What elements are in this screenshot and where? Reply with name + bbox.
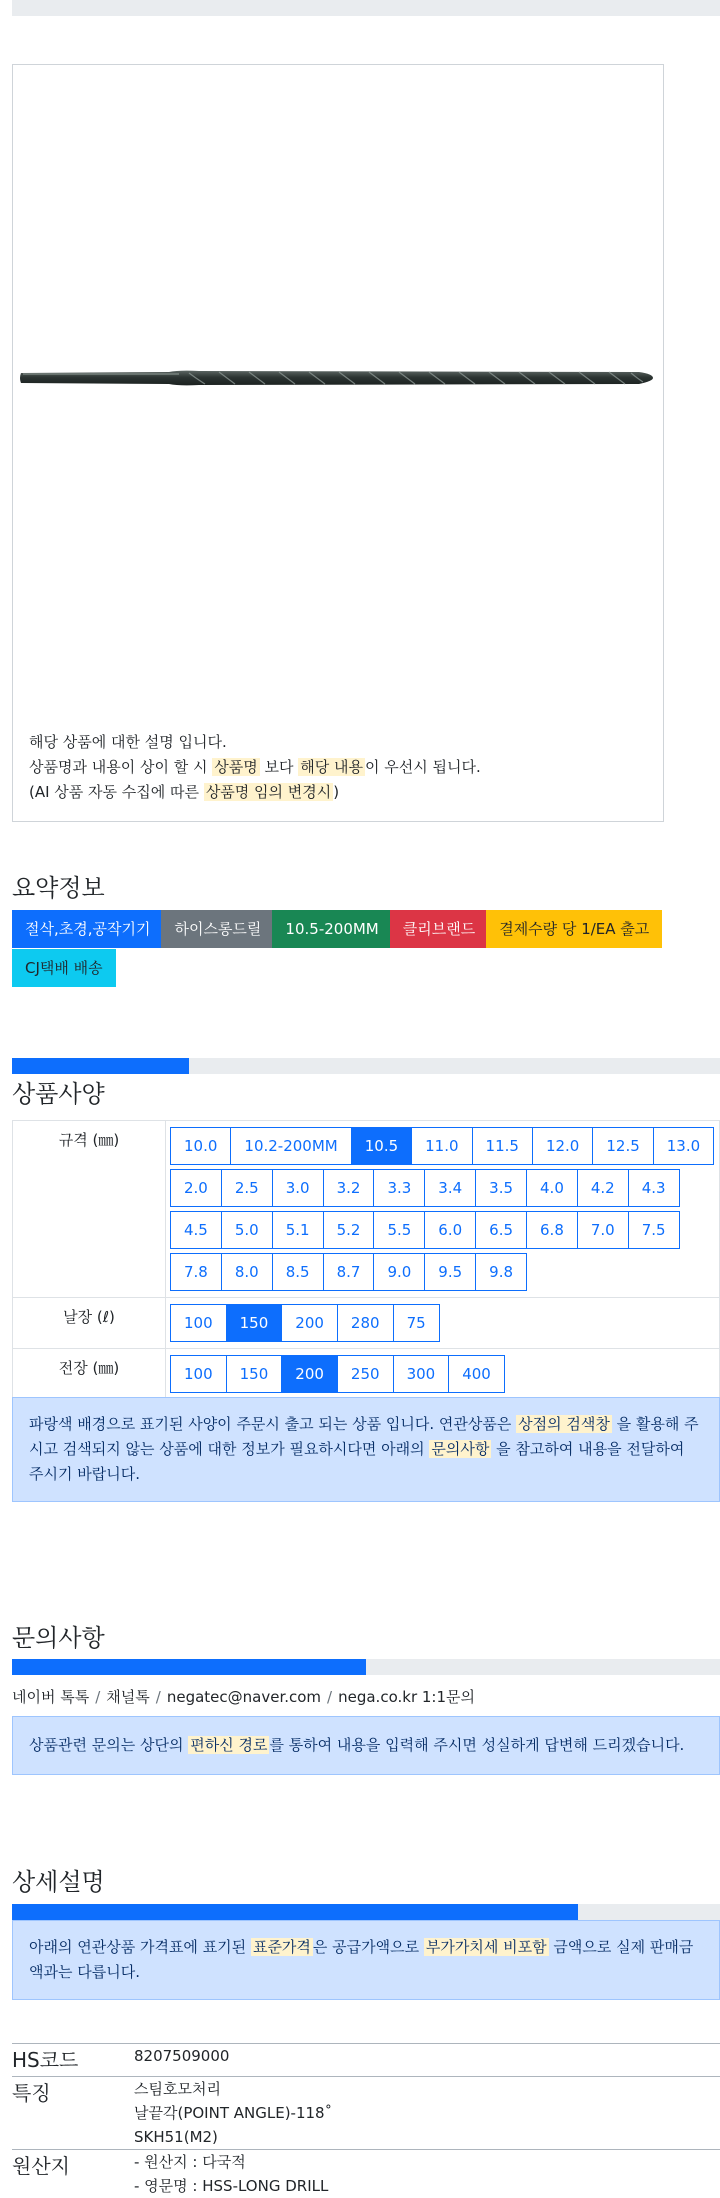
- badge-shipping: CJ택배 배송: [12, 949, 116, 987]
- top-progress-bar: [12, 0, 720, 16]
- spec-option[interactable]: 4.2: [577, 1169, 629, 1207]
- spec-option[interactable]: 150: [226, 1355, 283, 1393]
- spec-option[interactable]: 2.5: [221, 1169, 273, 1207]
- detail-notice: 아래의 연관상품 가격표에 표기된 표준가격 은 공급가액으로 부가가치세 비포함 금액으로 실제 판매금액과는 다릅니다.: [12, 1920, 720, 2000]
- divider: [12, 2076, 720, 2077]
- spec-option[interactable]: 5.5: [373, 1211, 425, 1249]
- detail-progress: [12, 1904, 720, 1920]
- spec-option[interactable]: 12.5: [592, 1127, 653, 1165]
- origin-item: - 원산지 : 다국적: [134, 2153, 246, 2171]
- contact-channel-talk[interactable]: 채널톡: [106, 1688, 150, 1706]
- spec-option[interactable]: 10.5: [351, 1127, 412, 1165]
- spec-option[interactable]: 250: [337, 1355, 394, 1393]
- spec-row-total-length: [13, 1349, 720, 1400]
- size-options: [166, 1121, 720, 1298]
- hs-code-label: HS코드: [12, 2048, 79, 2072]
- inquiry-title: 문의사항: [12, 1624, 105, 1652]
- origin-label: 원산지: [12, 2154, 70, 2178]
- divider: [12, 2149, 720, 2150]
- spec-option[interactable]: 100: [170, 1304, 227, 1342]
- spec-option[interactable]: 5.2: [323, 1211, 375, 1249]
- spec-progress-fill: [12, 1058, 189, 1074]
- spec-option[interactable]: 4.5: [170, 1211, 222, 1249]
- origin-values: [134, 2150, 328, 2198]
- highlight-name-change: 상품명 임의 변경시: [205, 783, 332, 801]
- spec-label-flute-length: 날장 (ℓ): [13, 1298, 166, 1349]
- highlight-search-box: 상점의 검색창: [518, 1415, 610, 1433]
- badge-size: 10.5-200MM: [272, 910, 391, 948]
- spec-option[interactable]: 9.5: [424, 1253, 476, 1291]
- spec-option[interactable]: 100: [170, 1355, 227, 1393]
- badge-category: 절삭,초경,공작기기: [12, 910, 163, 948]
- spec-option[interactable]: 9.0: [373, 1253, 425, 1291]
- spec-option[interactable]: 4.3: [628, 1169, 680, 1207]
- flute-length-options: [166, 1298, 720, 1349]
- feature-item: 날끝각(POINT ANGLE)-118˚: [134, 2104, 333, 2122]
- spec-option[interactable]: 7.8: [170, 1253, 222, 1291]
- badge-brand: 클리브랜드: [390, 910, 488, 948]
- contact-one-on-one[interactable]: nega.co.kr 1:1문의: [338, 1688, 475, 1706]
- spec-table: [12, 1120, 720, 1400]
- spec-notice: 파랑색 배경으로 표기된 사양이 주문시 출고 되는 상품 입니다. 연관상품은 상점의 검색창 을 활용해 주시고 검색되지 않는 상품에 대한 정보가 필요하시다면 아래의 문의사항 을 참고하여 내용을 전달하여 주시기 바랍니다.: [12, 1397, 720, 1502]
- highlight-product-name: 상품명: [214, 758, 258, 776]
- note-line-3: (AI 상품 자동 수집에 따른 상품명 임의 변경시 ): [29, 783, 340, 801]
- spec-label-size: 규격 (㎜): [13, 1121, 166, 1298]
- spec-option[interactable]: 3.5: [475, 1169, 527, 1207]
- spec-option[interactable]: 400: [448, 1355, 505, 1393]
- inquiry-progress: [12, 1659, 720, 1675]
- badge-type: 하이스롱드릴: [161, 910, 274, 948]
- spec-option[interactable]: 3.0: [272, 1169, 324, 1207]
- spec-option[interactable]: 11.0: [411, 1127, 472, 1165]
- spec-option[interactable]: 3.3: [373, 1169, 425, 1207]
- feature-label: 특징: [12, 2081, 51, 2105]
- spec-option[interactable]: 3.2: [323, 1169, 375, 1207]
- note-line-1: 해당 상품에 대한 설명 입니다.: [29, 733, 227, 751]
- spec-label-total-length: 전장 (㎜): [13, 1349, 166, 1400]
- highlight-content: 해당 내용: [300, 758, 364, 776]
- spec-option[interactable]: 7.0: [577, 1211, 629, 1249]
- spec-option[interactable]: 6.0: [424, 1211, 476, 1249]
- product-image-card: [12, 64, 664, 822]
- spec-option[interactable]: 3.4: [424, 1169, 476, 1207]
- spec-progress: [12, 1058, 720, 1074]
- spec-option[interactable]: 8.7: [323, 1253, 375, 1291]
- inquiry-notice: 상품관련 문의는 상단의 편하신 경로 를 통하여 내용을 입력해 주시면 성실하게 답변해 드리겠습니다.: [12, 1716, 720, 1775]
- spec-option[interactable]: 5.1: [272, 1211, 324, 1249]
- spec-option[interactable]: 8.5: [272, 1253, 324, 1291]
- spec-row-flute-length: [13, 1298, 720, 1349]
- badge-quantity: 결제수량 당 1/EA 출고: [486, 910, 662, 948]
- detail-title: 상세설명: [12, 1868, 105, 1896]
- feature-values: [134, 2077, 332, 2149]
- spec-option[interactable]: 200: [281, 1304, 338, 1342]
- spec-option[interactable]: 10.0: [170, 1127, 231, 1165]
- spec-option[interactable]: 7.5: [628, 1211, 680, 1249]
- feature-item: 스팀호모처리: [134, 2080, 221, 2098]
- note-line-2: 상품명과 내용이 상이 할 시 상품명 보다 해당 내용 이 우선시 됩니다.: [29, 758, 481, 776]
- detail-progress-fill: [12, 1904, 578, 1920]
- summary-badges: [12, 910, 712, 988]
- spec-option[interactable]: 6.8: [526, 1211, 578, 1249]
- spec-option[interactable]: 150: [226, 1304, 283, 1342]
- spec-option[interactable]: 11.5: [472, 1127, 533, 1165]
- contact-breadcrumb: 네이버 톡톡 / 채널톡 / negatec@naver.com / nega.co.kr 1:1문의: [12, 1688, 475, 1706]
- spec-option[interactable]: 4.0: [526, 1169, 578, 1207]
- highlight-preferred-route: 편하신 경로: [190, 1736, 268, 1754]
- spec-option[interactable]: 75: [393, 1304, 440, 1342]
- spec-option[interactable]: 300: [393, 1355, 450, 1393]
- spec-option[interactable]: 10.2-200MM: [230, 1127, 351, 1165]
- spec-option[interactable]: 200: [281, 1355, 338, 1393]
- contact-naver-talk[interactable]: 네이버 톡톡: [12, 1688, 90, 1706]
- total-length-options: [166, 1349, 720, 1400]
- inquiry-progress-fill: [12, 1659, 366, 1675]
- spec-option[interactable]: 8.0: [221, 1253, 273, 1291]
- feature-item: SKH51(M2): [134, 2128, 218, 2146]
- summary-title: 요약정보: [12, 874, 105, 902]
- spec-option[interactable]: 12.0: [532, 1127, 593, 1165]
- drill-bit-image: [19, 365, 655, 391]
- highlight-vat-excluded: 부가가치세 비포함: [425, 1938, 547, 1956]
- spec-option[interactable]: 9.8: [475, 1253, 527, 1291]
- highlight-standard-price: 표준가격: [252, 1938, 311, 1956]
- spec-option[interactable]: 280: [337, 1304, 394, 1342]
- spec-option[interactable]: 13.0: [653, 1127, 714, 1165]
- product-note: [29, 730, 649, 805]
- contact-email[interactable]: negatec@naver.com: [166, 1688, 322, 1706]
- spec-option[interactable]: 6.5: [475, 1211, 527, 1249]
- hs-code-value: 8207509000: [134, 2047, 230, 2065]
- spec-title: 상품사양: [12, 1080, 105, 1108]
- spec-option[interactable]: 2.0: [170, 1169, 222, 1207]
- highlight-inquiry: 문의사항: [431, 1440, 490, 1458]
- origin-item: - 영문명 : HSS-LONG DRILL: [134, 2177, 329, 2195]
- spec-row-size: [13, 1121, 720, 1298]
- spec-option[interactable]: 5.0: [221, 1211, 273, 1249]
- divider: [12, 2043, 720, 2044]
